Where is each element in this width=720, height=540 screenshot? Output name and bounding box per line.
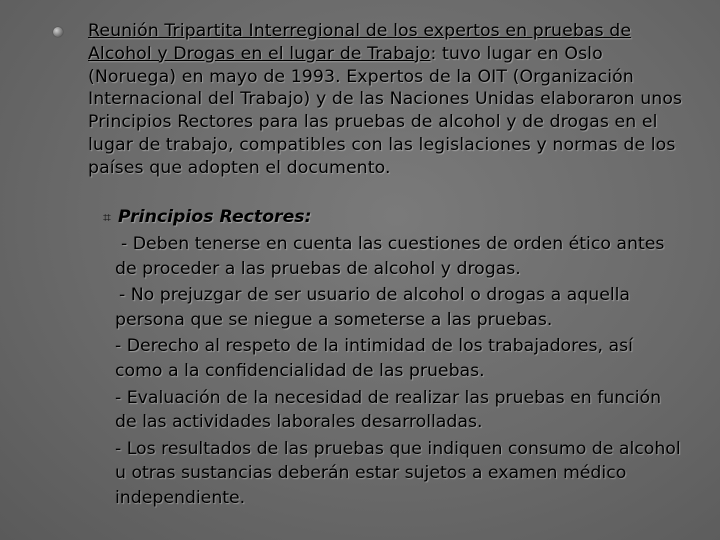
principle-item: - No prejuzgar de ser usuario de alcohol o drogas a aquella persona que se niegue a someterse a las pruebas. <box>115 285 631 330</box>
principle-item: - Derecho al respeto de la intimidad de los trabajadores, así como a la confidencialidad de las pruebas. <box>115 336 633 381</box>
sub-heading: Principios Rectores: <box>118 207 312 227</box>
sub-bullet-icon: ⌗ <box>103 210 111 226</box>
principle-item: - Deben tenerse en cuenta las cuestiones de orden ético antes de proceder a las pruebas de alcohol y drogas. <box>115 234 665 279</box>
principle-item: - Evaluación de la necesidad de realizar las pruebas en función de las actividades laborales desarrolladas. <box>115 387 662 433</box>
main-paragraph <box>88 20 688 180</box>
paragraph-body: : tuvo lugar en Oslo (Noruega) en mayo de 1993. Expertos de la OIT (Organización Internacional del Trabajo) y de las Naciones Unidas elaboraron unos Principios Rectores para las pruebas de alcohol y de drogas en el lugar de trabajo, compatibles con las legislaciones y normas de los países que adopten el documento. <box>88 43 683 178</box>
principle-item: - Los resultados de las pruebas que indiquen consumo de alcohol u otras sustancias deberán estar sujetos a examen médico independiente. <box>115 438 681 508</box>
bullet-dot-icon <box>53 27 63 37</box>
principles-list <box>115 232 685 513</box>
paragraph-title: Reunión Tripartita Interregional de los expertos en pruebas de Alcohol y Drogas en el lugar de Trabajo <box>88 21 632 64</box>
